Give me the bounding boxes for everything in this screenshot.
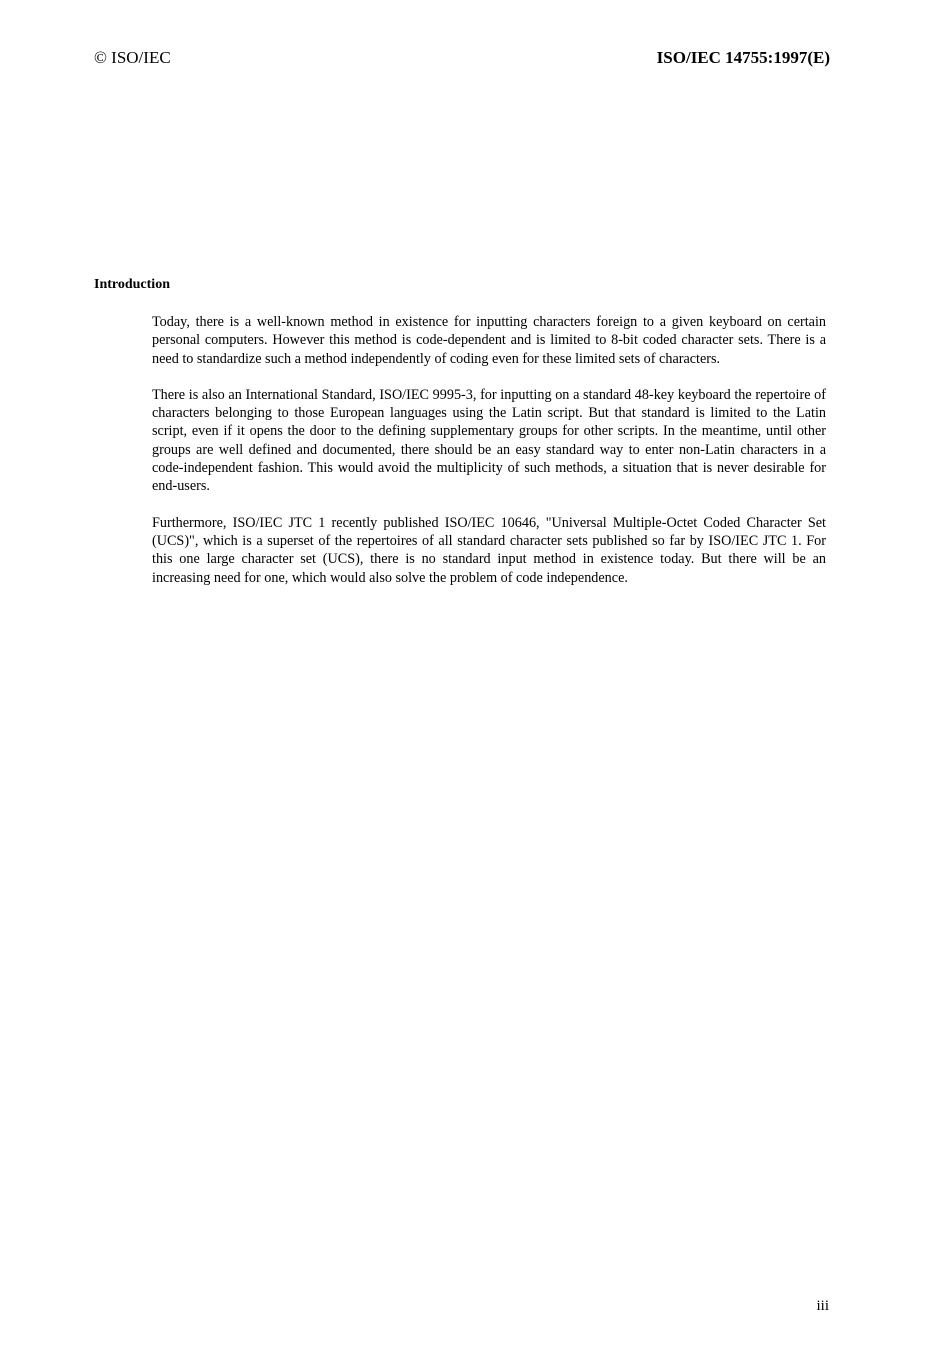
paragraph-1: Today, there is a well-known method in existence for inputting characters foreign to a given keyboard on certain personal computers. However this method is code-dependent and is limited to 8-bit coded character sets. There is a need to standardize such a method independently of coding even for these limited sets of characters. [152, 314, 826, 367]
header-document-id: ISO/IEC 14755:1997(E) [656, 48, 830, 67]
paragraph-3: Furthermore, ISO/IEC JTC 1 recently published ISO/IEC 10646, "Universal Multiple-Octet Coded Character Set (UCS)", which is a superset of the repertoires of all standard character sets published so far by ISO/IEC JTC 1. For this one large character set (UCS), there is no standard input method in existence today. But there will be an increasing need for one, which would also solve the problem of code independence. [152, 514, 826, 586]
paragraph-2: There is also an International Standard, ISO/IEC 9995-3, for inputting on a standard 48-key keyboard the repertoire of characters belonging to those European languages using the Latin script. But that standard is limited to the Latin script, even if it opens the door to the defining supplementary groups for other scripts. In the meantime, until other groups are well defined and documented, there should be an easy standard way to enter non-Latin characters in a code-independent fashion. This would avoid the multiplicity of such methods, a situation that is never desirable for end-users. [152, 386, 826, 495]
header-copyright: © ISO/IEC [94, 48, 171, 67]
page-number: iii [816, 1298, 829, 1314]
section-title: Introduction [94, 277, 170, 292]
introduction-body [152, 313, 826, 605]
